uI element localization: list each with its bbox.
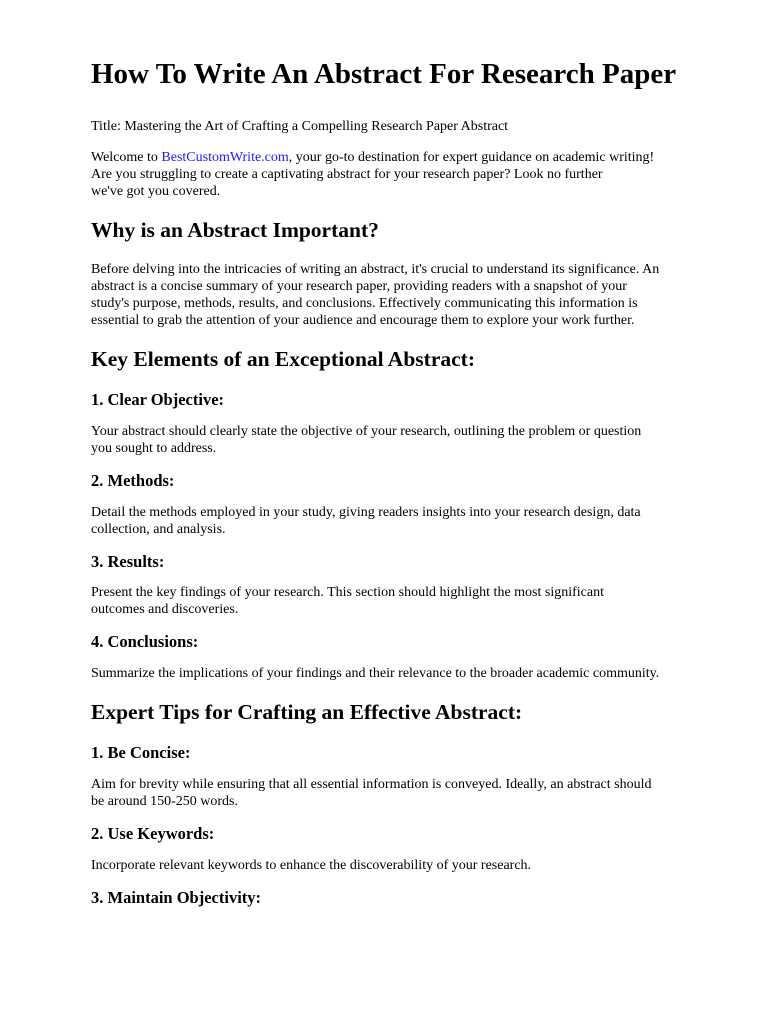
maintain-objectivity-heading: 3. Maintain Objectivity: — [91, 887, 262, 907]
conclusions-heading: 4. Conclusions: — [91, 632, 199, 652]
use-keywords-heading: 2. Use Keywords: — [91, 823, 215, 843]
welcome-line-1 — [91, 149, 728, 166]
clear-objective-heading: 1. Clear Objective: — [91, 389, 225, 409]
subtitle-line: Title: Mastering the Art of Crafting a Compelling Research Paper Abstract — [91, 119, 509, 135]
clear-objective-paragraph — [91, 423, 728, 457]
methods-line: Detail the methods employed in your study, giving readers insights into your research design, data — [91, 504, 641, 520]
be-concise-heading: 1. Be Concise: — [91, 742, 191, 762]
conclusions-paragraph — [91, 665, 728, 682]
results-line: Present the key findings of your research. This section should highlight the most significant — [91, 585, 604, 601]
clear-objective-line: you sought to address. — [91, 440, 217, 456]
key-elements-heading: Key Elements of an Exceptional Abstract: — [91, 347, 475, 372]
welcome-paragraph — [91, 149, 728, 200]
welcome-prefix: Welcome to — [91, 150, 162, 166]
use-keywords-line: Incorporate relevant keywords to enhance the discoverability of your research. — [91, 857, 532, 873]
why-paragraph — [91, 261, 728, 329]
results-paragraph — [91, 584, 728, 618]
clear-objective-line: Your abstract should clearly state the objective of your research, outlining the problem or question — [91, 423, 642, 439]
results-heading: 3. Results: — [91, 551, 165, 571]
use-keywords-paragraph — [91, 857, 728, 874]
be-concise-line: be around 150-250 words. — [91, 793, 238, 809]
why-heading: Why is an Abstract Important? — [91, 218, 379, 243]
document-title: How To Write An Abstract For Research Paper — [91, 58, 677, 90]
welcome-suffix: , your go-to destination for expert guidance on academic writing! — [288, 150, 655, 166]
be-concise-line: Aim for brevity while ensuring that all essential information is conveyed. Ideally, an abstract should — [91, 776, 652, 792]
welcome-line-2: Are you struggling to create a captivating abstract for your research paper? Look no further — [91, 167, 603, 183]
why-line: abstract is a concise summary of your research paper, providing readers with a snapshot of your — [91, 279, 627, 295]
welcome-line-3: we've got you covered. — [91, 184, 221, 200]
why-line: Before delving into the intricacies of writing an abstract, it's crucial to understand its significance. An — [91, 262, 660, 278]
results-line: outcomes and discoveries. — [91, 602, 239, 618]
expert-tips-heading: Expert Tips for Crafting an Effective Abstract: — [91, 700, 523, 725]
conclusions-line: Summarize the implications of your findings and their relevance to the broader academic community. — [91, 666, 660, 682]
methods-line: collection, and analysis. — [91, 521, 226, 537]
methods-heading: 2. Methods: — [91, 470, 175, 490]
methods-paragraph — [91, 504, 728, 538]
why-line: essential to grab the attention of your audience and encourage them to explore your work further. — [91, 313, 635, 329]
bestcustomwrite-link[interactable]: BestCustomWrite.com — [161, 150, 289, 166]
be-concise-paragraph — [91, 776, 728, 810]
why-line: study's purpose, methods, results, and conclusions. Effectively communicating this information is — [91, 296, 638, 312]
